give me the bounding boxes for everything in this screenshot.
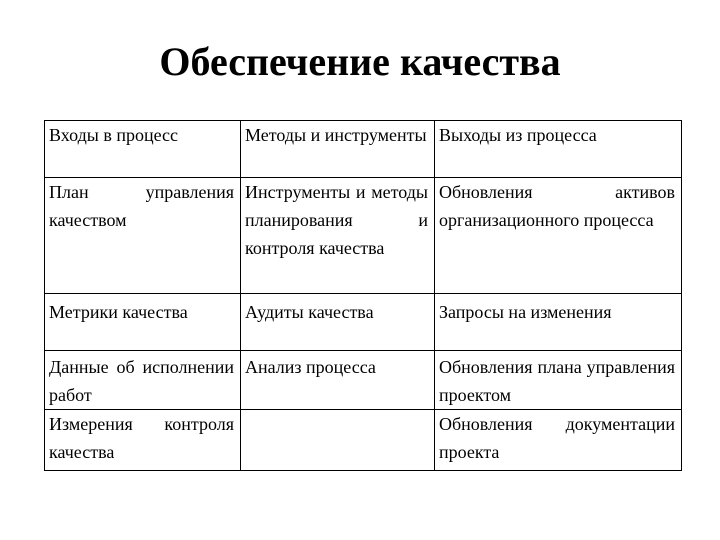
table-cell-methods: Аудиты качества xyxy=(241,294,435,351)
table-row xyxy=(45,294,682,351)
table-cell-outputs: Запросы на изменения xyxy=(435,294,682,351)
table-cell-methods xyxy=(241,410,435,471)
table-cell-methods: Анализ процесса xyxy=(241,351,435,410)
table-cell-methods: Методы и инструменты xyxy=(241,121,435,178)
page-title: Обеспечение качества xyxy=(159,39,561,84)
table-row xyxy=(45,351,682,410)
quality-assurance-table xyxy=(44,120,682,471)
table-cell-inputs: Данные об исполнении работ xyxy=(45,351,241,410)
table-cell-outputs: Обновления плана управления проектом xyxy=(435,351,682,410)
table-cell-methods: Инструменты и методы планирования и контроля качества xyxy=(241,178,435,294)
table-cell-inputs: Измерения контроля качества xyxy=(45,410,241,471)
table-cell-outputs: Обновления активов организационного процесса xyxy=(435,178,682,294)
table-row xyxy=(45,121,682,178)
table-cell-outputs: Обновления документации проекта xyxy=(435,410,682,471)
table-cell-inputs: План управления качеством xyxy=(45,178,241,294)
table-cell-inputs: Метрики качества xyxy=(45,294,241,351)
table-cell-outputs: Выходы из процесса xyxy=(435,121,682,178)
table-row xyxy=(45,410,682,471)
table-row xyxy=(45,178,682,294)
table-cell-inputs: Входы в процесс xyxy=(45,121,241,178)
